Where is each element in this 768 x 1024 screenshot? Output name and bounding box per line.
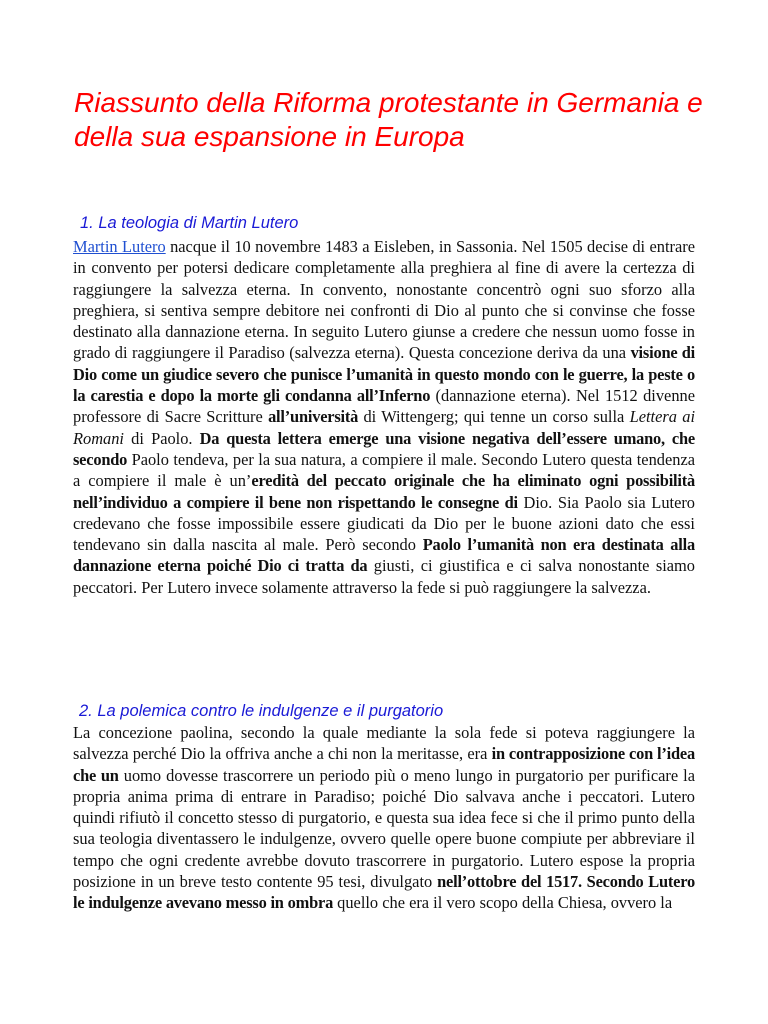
text-run: quello che era il vero scopo della Chiesa, ovvero la xyxy=(333,893,673,913)
italic-run: Lettera ai Romani xyxy=(73,407,696,448)
bold-run: eredità del peccato originale che ha eliminato ogni possibilità nell’individuo a compiere il bene non rispettando le consegne di xyxy=(73,471,696,512)
text-run: nacque il 10 novembre 1483 a Eisleben, in Sassonia. Nel 1505 decise di entrare in convento per potersi dedicare completamente alla preghiera al fine di avere la certezza di raggiungere la salvezza eterna. In convento, nonostante concentrò ogni suo sforzo alla preghiera, si sentiva sempre debitore nei confronti di Dio al punto che si convinse che fosse destinato alla dannazione eterna. In seguito Lutero giunse a credere che nessun uomo fosse in grado di raggiungere il Paradiso (salvezza eterna). Questa concezione deriva da una xyxy=(73,237,695,363)
document-title: Riassunto della Riforma protestante in Germania e della sua espansione in Europa xyxy=(74,87,703,152)
bold-run: Da questa lettera emerge una visione negativa dell’essere umano, che secondo xyxy=(73,428,695,469)
martin-lutero-link[interactable]: Martin Lutero xyxy=(73,237,166,256)
text-run: uomo dovesse trascorrere un periodo più o meno lungo in purgatorio per purificare la propria anima prima di entrare in Paradiso; poiché Dio salvava anche i peccatori. Lutero quindi rifiutò il concetto stesso di purgatorio, e questa sua idea fece si che il primo punto della sua teologia diventassero le indulgenze, ovvero quelle opere buone compiute per abbreviare il tempo che ogni credente avrebbe dovuto trascorrere in purgatorio. Lutero espose la propria posizione in un breve testo contente 95 tesi, divulgato xyxy=(73,765,695,892)
text-run: Paolo tendeva, per la sua natura, a compiere il male. Secondo Lutero questa tendenza a compiere il male è un’ xyxy=(73,449,695,491)
bold-run: visione di Dio come un giudice severo che punisce l’umanità in questo mondo con le guerre, la peste o la carestia e dopo la morte gli condanna all’Inferno xyxy=(73,343,695,406)
bold-run: nell’ottobre del 1517. Secondo Lutero le indulgenze avevano messo in ombra xyxy=(73,872,695,913)
bold-run: Paolo l’umanità non era destinata alla dannazione eterna poiché Dio ci tratta da xyxy=(73,535,695,576)
section-heading-1: 1. La teologia di Martin Lutero xyxy=(80,214,299,232)
section-2-paragraph xyxy=(73,722,695,914)
text-run: (dannazione eterna). Nel 1512 divenne professore di Sacre Scritture xyxy=(73,386,695,427)
section-heading-2: 2. La polemica contro le indulgenze e il purgatorio xyxy=(79,702,444,720)
text-run: giusti, ci giustifica e ci salva nonostante siamo peccatori. Per Lutero invece solamente attraverso la fede si può raggiungere la salvezza. xyxy=(73,556,695,597)
text-run: La concezione paolina, secondo la quale mediante la sola fede si poteva raggiungere la salvezza perché Dio la offriva anche a chi non la meritasse, era xyxy=(73,723,695,764)
text-run: di Wittengerg; qui tenne un corso sulla xyxy=(358,407,630,427)
section-1-paragraph xyxy=(73,236,695,598)
text-run: di Paolo. xyxy=(124,428,200,448)
text-run: Dio. Sia Paolo sia Lutero credevano che fosse impossibile essere giudicati da Dio per le buone azioni dato che essi tendevano sin dalla nascita al male. Però secondo xyxy=(73,492,695,555)
bold-run: all’università xyxy=(268,407,359,427)
bold-run: in contrapposizione con l’idea che un xyxy=(73,744,695,785)
